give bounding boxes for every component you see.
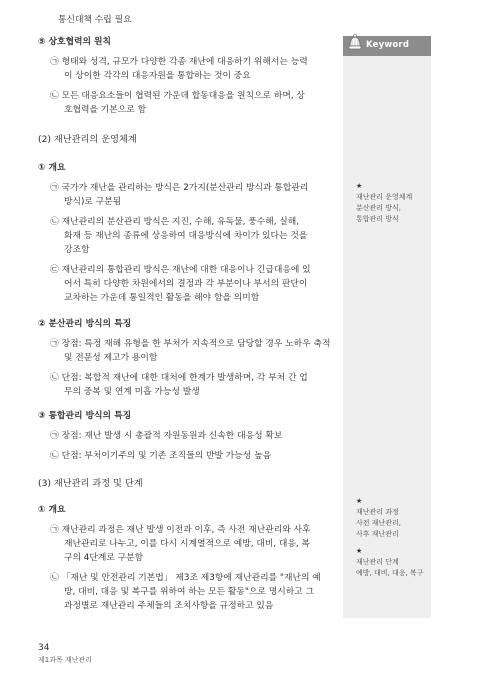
text-line: 어서 특히 다양한 차원에서의 결정과 각 부분이나 부서의 판단이 (64, 279, 308, 289)
note-line: 분산관리 방식, (356, 204, 402, 212)
subsection-heading: ② 분산관리 방식의 특징 (38, 319, 132, 329)
text-line: 통신대책 수립 필요 (58, 15, 132, 25)
text-line: 이 상이한 각각의 대응자원을 통합하는 것이 중요 (64, 71, 251, 81)
list-item: ㉠ 장점: 특정 재해 유형을 한 부처가 지속적으로 담당할 경우 노하우 축적 (50, 339, 331, 349)
text-line: 화재 등 재난의 종류에 상응하여 대응방식에 차이가 있다는 것을 (64, 231, 308, 241)
list-item: ㉠ 장점: 재난 발생 시 총괄적 자원동원과 신속한 대응성 확보 (50, 431, 283, 441)
subsection-heading: ⑤ 상호협력의 원칙 (38, 37, 112, 47)
keyword-note (356, 181, 412, 225)
text-line: 강조함 (64, 245, 90, 255)
note-line: 재난관리 단계 (356, 558, 399, 566)
text-line: 교차하는 가운데 통일적인 활동을 해야 함을 의미함 (64, 293, 260, 303)
part-label: 제1과목 재난관리 (38, 656, 93, 664)
list-item: ㉡ 재난관리의 분산관리 방식은 지진, 수해, 유독물, 풍수해, 실해, (50, 217, 300, 227)
list-item: ㉡ 단점: 복합적 재난에 대한 대처에 한계가 발생하며, 각 부처 간 업 (50, 373, 308, 383)
keyword-note (356, 496, 401, 540)
page-number: 34 (38, 643, 50, 653)
star-icon: ★ (356, 547, 363, 555)
list-item: ㉠ 국가가 재난을 관리하는 방식은 2가지(분산관리 방식과 통합관리 (50, 183, 309, 193)
subsection-heading: ① 개요 (38, 505, 66, 515)
text-line: 및 전문성 제고가 용이함 (64, 353, 158, 363)
note-line: 사전 재난관리, (356, 519, 402, 527)
note-line: 예방, 대비, 대응, 복구 (356, 569, 424, 577)
keyword-note (356, 546, 423, 579)
star-icon: ★ (356, 182, 363, 190)
list-item: ㉠ 재난관리 과정은 재난 발생 이전과 이후, 즉 사전 재난관리와 사후 (50, 525, 311, 535)
text-line: 구의 4단계로 구분함 (64, 553, 144, 563)
list-item: ㉡ 모든 대응요소들이 협력된 가운데 합동대응을 원칙으로 하며, 상 (50, 91, 305, 101)
keyword-sidebar (343, 36, 431, 618)
text-line: 무의 중복 및 연계 미흡 가능성 발생 (64, 387, 200, 397)
text-line: 방식)로 구분됨 (64, 197, 122, 207)
list-item: ㉠ 형태와 성격, 규모가 다양한 각종 재난에 대응하기 위해서는 능력 (50, 57, 308, 67)
subsection-heading: ③ 통합관리 방식의 특징 (38, 411, 132, 421)
section-heading: (3) 재난관리 과정 및 단계 (38, 478, 143, 489)
note-line: 통합관리 방식 (356, 215, 399, 223)
list-item: ㉡ 「재난 및 안전관리 기본법」 제3조 제3항에 재난관리를 "재난의 예 (50, 573, 321, 583)
text-line: 방, 대비, 대응 및 복구를 위하여 하는 모든 활동"으로 명시하고 그 (64, 587, 315, 597)
note-line: 재난관리 운영체계 (356, 193, 413, 201)
section-heading: (2) 재난관리의 운영체계 (38, 134, 137, 145)
list-item: ㉢ 재난관리의 통합관리 방식은 재난에 대한 대응이나 긴급대응에 있 (50, 265, 311, 275)
note-line: 사후 재난관리 (356, 530, 399, 538)
text-line: 과정별로 재난관리 주체들의 조치사항을 규정하고 있음 (64, 601, 274, 611)
keyword-header (343, 36, 431, 56)
text-line: 호협력을 기본으로 함 (64, 105, 147, 115)
star-icon: ★ (356, 497, 363, 505)
note-line: 재난관리 과정 (356, 508, 399, 516)
subsection-heading: ① 개요 (38, 163, 66, 173)
key-bell-icon (347, 29, 363, 53)
text-line: 재난관리로 나누고, 이를 다시 시계열적으로 예방, 대비, 대응, 복 (64, 539, 311, 549)
keyword-label: Keyword (366, 40, 410, 50)
list-item: ㉡ 단점: 부처이기주의 및 기존 조직들의 반발 가능성 높음 (50, 451, 272, 461)
